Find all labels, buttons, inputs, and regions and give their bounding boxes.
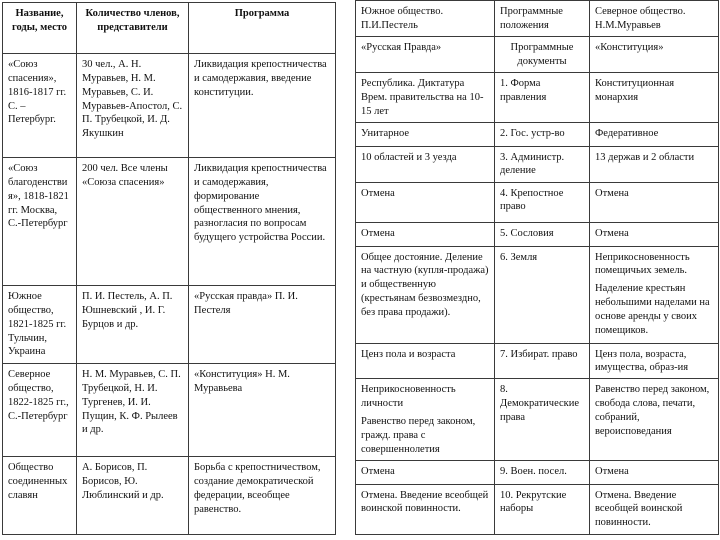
north-land-p2: Наделение крестьян небольшими наделами на основе аренды у своих помещиков. <box>595 283 710 336</box>
cell-north: Отмена <box>590 182 719 222</box>
cell-program: «Конституция» Н. М. Муравьева <box>189 364 336 457</box>
table-row <box>356 484 719 534</box>
table-row <box>356 379 719 460</box>
cell-item: 5. Сословия <box>495 222 590 246</box>
cell-program: Ликвидация крепостничества и самодержавия, введение конституции. <box>189 54 336 158</box>
cell-members: 200 чел. Все члены «Союза спасения» <box>77 158 189 286</box>
cell-north: 13 держав и 2 области <box>590 146 719 182</box>
cell-north: «Конституция» <box>590 37 719 73</box>
cell-north: Отмена <box>590 460 719 484</box>
cell-south: Отмена <box>356 222 495 246</box>
cell-members: Н. М. Муравьев, С. П. Трубецкой, Н. И. Тургенев, И. И. Пущин, К. Ф. Рылеев и др. <box>77 364 189 457</box>
cell-program: Борьба с крепостничеством, создание демократической федерации, всеобщее равенство. <box>189 457 336 535</box>
north-land-p1: Неприкосновенность помещичьих земель. <box>595 251 690 277</box>
cell-north: Равенство перед законом, свобода слова, печати, собраний, вероисповедания <box>590 379 719 460</box>
cell-south: 10 областей и 3 уезда <box>356 146 495 182</box>
cell-item: 10. Рекрутские наборы <box>495 484 590 534</box>
cell-society: «Союз благоденствия», 1818-1821 гг. Москва, С.-Петербург <box>3 158 77 286</box>
cell-south: Ценз пола и возраста <box>356 343 495 379</box>
cell-south: Отмена <box>356 182 495 222</box>
south-rights-p2: Равенство перед законом, гражд. права с совершеннолетия <box>361 416 476 455</box>
cell-south: Унитарное <box>356 122 495 146</box>
cell-program: «Русская правда» П. И. Пестеля <box>189 286 336 364</box>
cell-program: Ликвидация крепостничества и самодержавия, формирование общественного мнения, разногласия по вопросам будущего устройства России. <box>189 158 336 286</box>
header-north: Северное общество. Н.М.Муравьев <box>590 1 719 37</box>
table-header-row <box>356 1 719 37</box>
table-row <box>3 54 336 158</box>
cell-society: Южное общество, 1821-1825 гг. Тульчин, Украина <box>3 286 77 364</box>
cell-north: Федеративное <box>590 122 719 146</box>
table-row <box>356 73 719 123</box>
table-row <box>356 460 719 484</box>
table-row <box>356 222 719 246</box>
table-row <box>3 457 336 535</box>
table-header-row <box>3 3 336 54</box>
cell-item: 6. Земля <box>495 246 590 343</box>
header-program: Программа <box>189 3 336 54</box>
table-row <box>3 364 336 457</box>
cell-north <box>590 246 719 343</box>
cell-south: Республика. Диктатура Врем. правительства на 10-15 лет <box>356 73 495 123</box>
cell-society: Северное общество, 1822-1825 гг., С.-Петербург <box>3 364 77 457</box>
cell-item: 3. Администр. деление <box>495 146 590 182</box>
cell-south: Отмена <box>356 460 495 484</box>
cell-south <box>356 379 495 460</box>
header-provisions: Программные положения <box>495 1 590 37</box>
table-row <box>356 246 719 343</box>
south-rights-p1: Неприкосновенность личности <box>361 384 456 410</box>
cell-item: 2. Гос. устр-во <box>495 122 590 146</box>
cell-item: 7. Избират. право <box>495 343 590 379</box>
cell-south: Общее достояние. Деление на частную (купля-продажа) и общественную (крестьянам безвозмездно, без права продажи). <box>356 246 495 343</box>
cell-item: 8. Демократические права <box>495 379 590 460</box>
header-south: Южное общество. П.И.Пестель <box>356 1 495 37</box>
cell-north: Ценз пола, возраста, имущества, образ-ия <box>590 343 719 379</box>
decembrist-societies-table <box>2 2 336 535</box>
cell-item: 9. Воен. посел. <box>495 460 590 484</box>
cell-south: «Русская Правда» <box>356 37 495 73</box>
table-row <box>356 37 719 73</box>
table-row <box>3 158 336 286</box>
cell-item: 4. Крепостное право <box>495 182 590 222</box>
programs-comparison-table <box>355 0 719 535</box>
cell-society: Общество соединенных славян <box>3 457 77 535</box>
cell-north: Отмена. Введение всеобщей воинской повинности. <box>590 484 719 534</box>
table-row <box>356 182 719 222</box>
table-row <box>356 343 719 379</box>
cell-society: «Союз спасения», 1816-1817 гг. С. – Петербург. <box>3 54 77 158</box>
cell-item: 1. Форма правления <box>495 73 590 123</box>
cell-north: Конституционная монархия <box>590 73 719 123</box>
cell-north: Отмена <box>590 222 719 246</box>
table-row <box>356 146 719 182</box>
cell-item: Программные документы <box>495 37 590 73</box>
table-row <box>356 122 719 146</box>
cell-members: П. И. Пестель, А. П. Юшневский , И. Г. Бурцов и др. <box>77 286 189 364</box>
header-name: Название, годы, место <box>3 3 77 54</box>
cell-members: 30 чел., А. Н. Муравьев, Н. М. Муравьев, С. И. Муравьев-Апостол, С. П. Трубецкой, И. Д. Якушкин <box>77 54 189 158</box>
table-row <box>3 286 336 364</box>
header-members: Количество членов, представители <box>77 3 189 54</box>
cell-members: А. Борисов, П. Борисов, Ю. Люблинский и др. <box>77 457 189 535</box>
cell-south: Отмена. Введение всеобщей воинской повинности. <box>356 484 495 534</box>
